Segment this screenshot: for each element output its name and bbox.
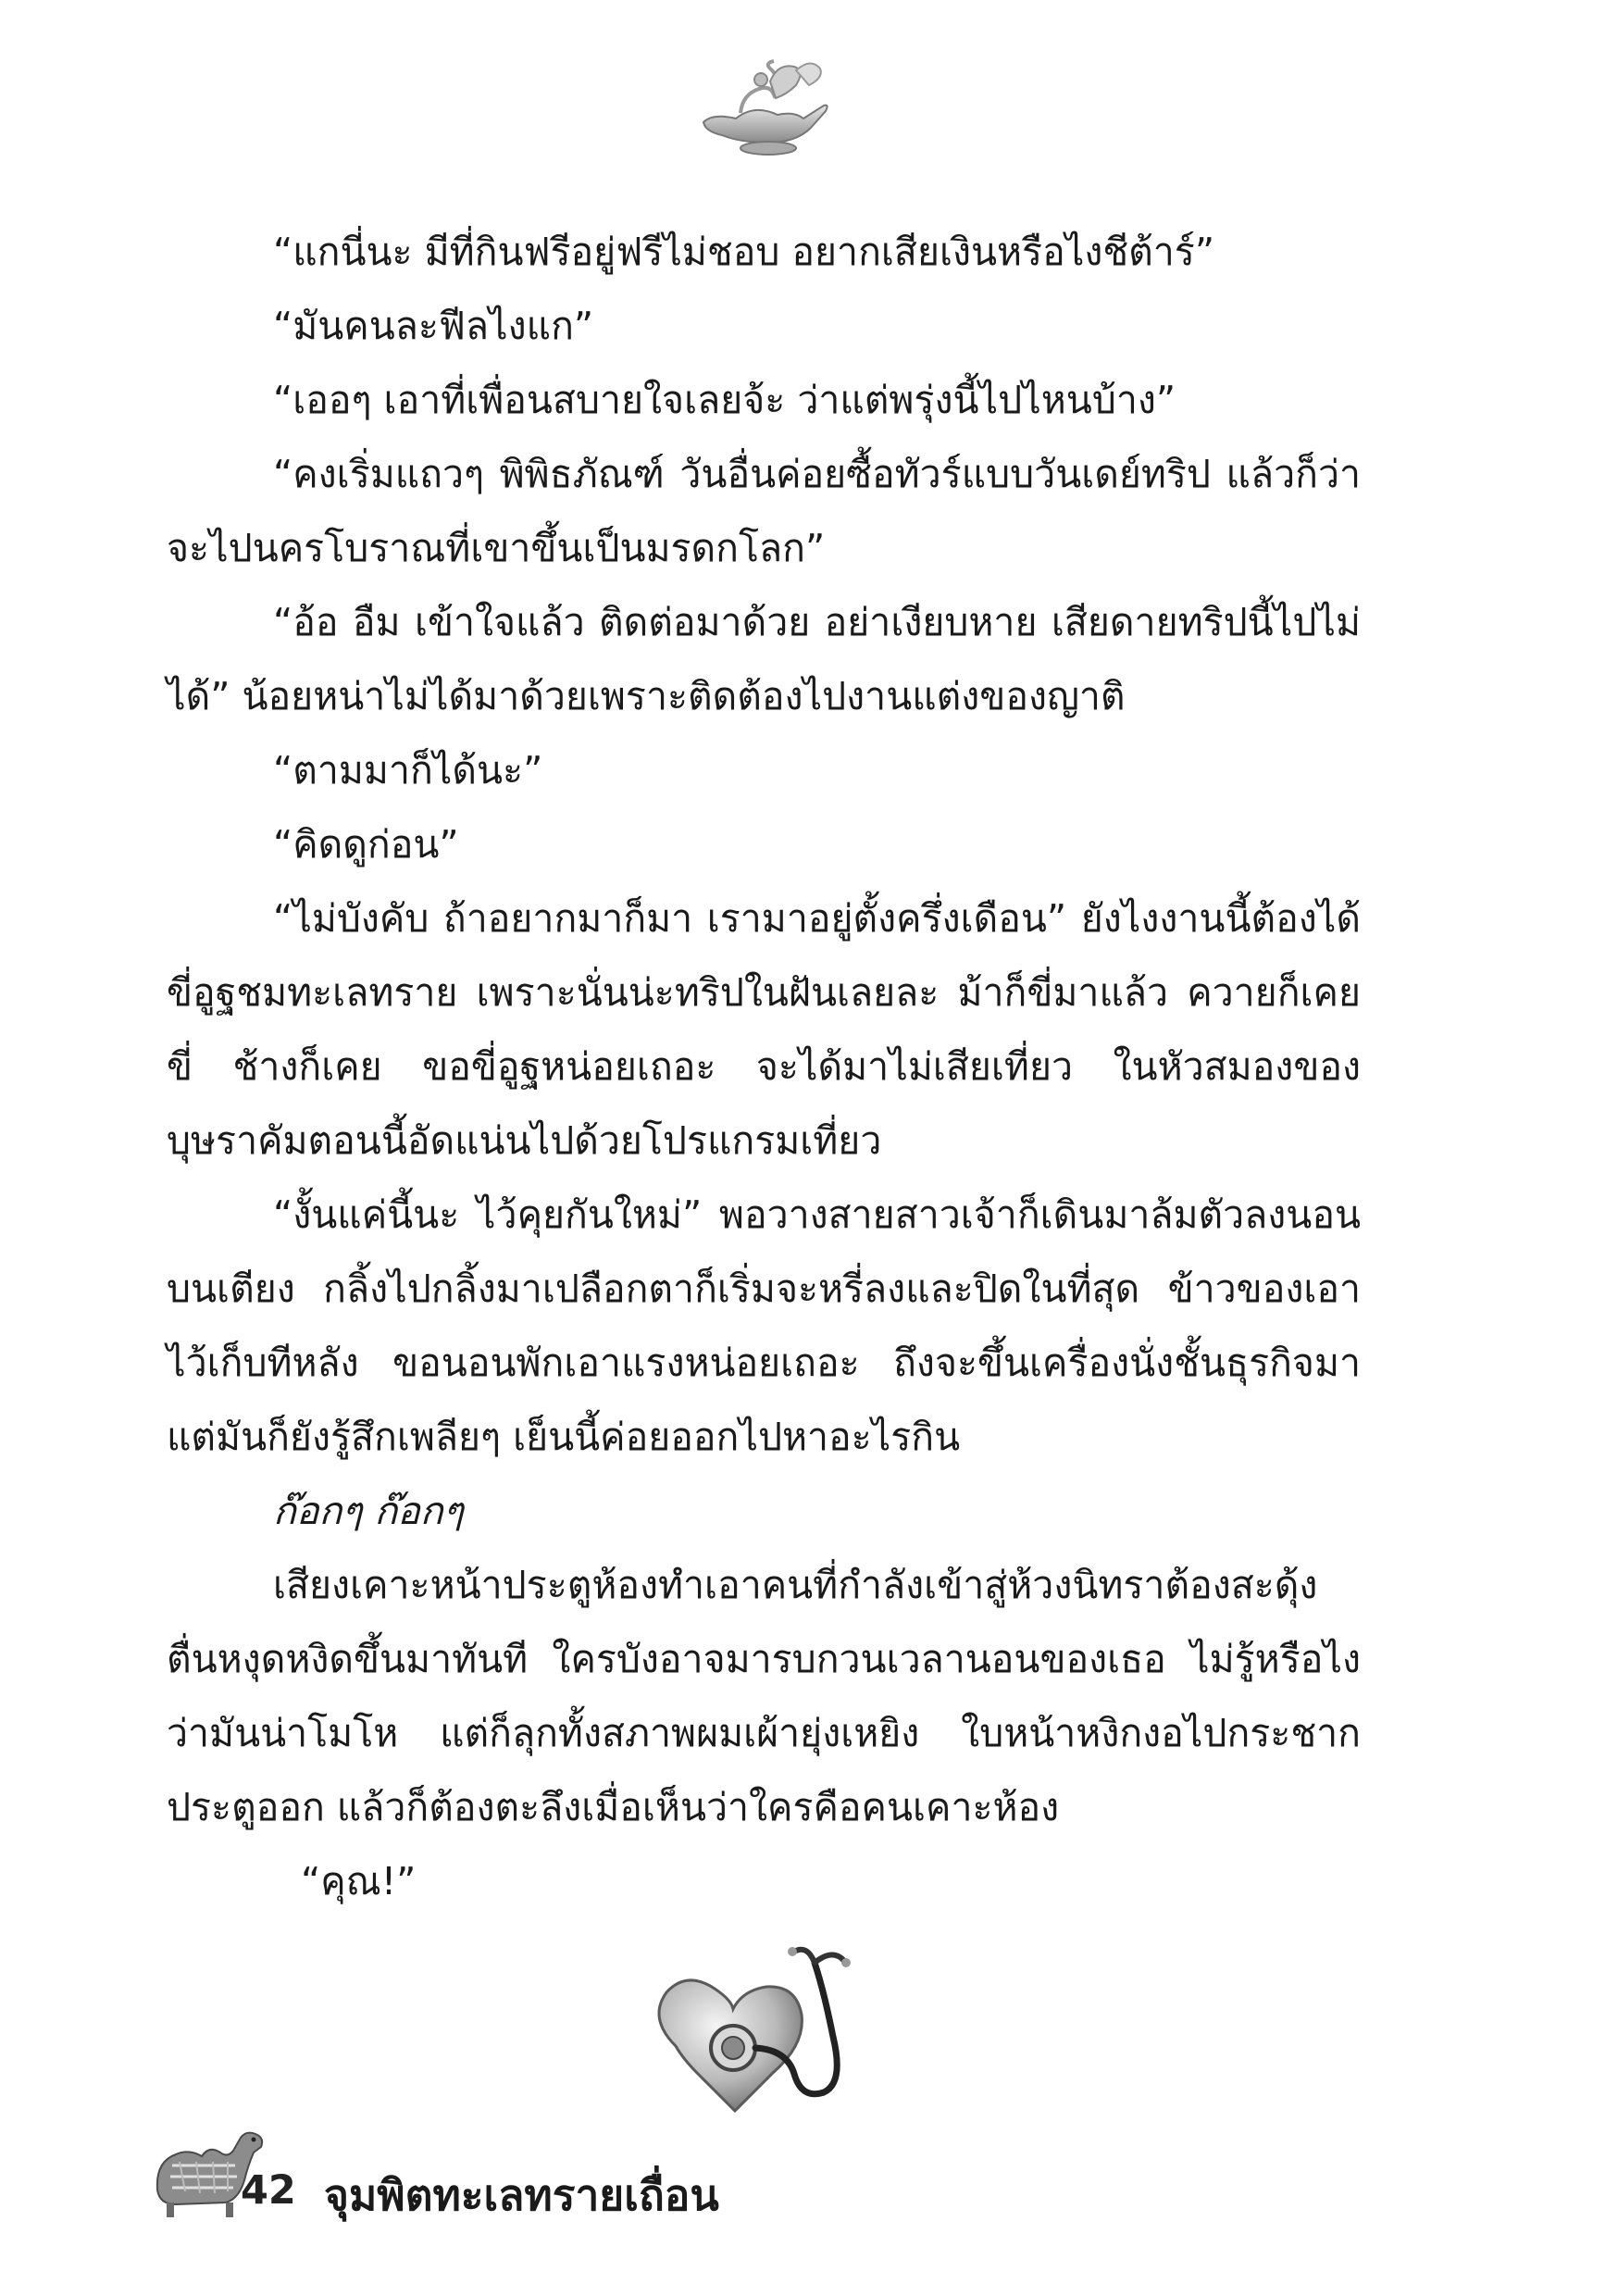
paragraph: เสียงเคาะหน้าประตูห้องทำเอาคนที่กำลังเข้าสู่ห้วงนิทราต้องสะดุ้งตื่นหงุดหงิดขึ้นมาทันที ใครบังอาจมารบกวนเวลานอนของเธอ ไม่รู้หรือไงว่ามันน่าโมโห แต่ก็ลุกทั้งสภาพผมเผ้ายุ่งเหยิง ใบหน้าหงิกงอไปกระชากประตูออก แล้วก็ต้องตะลึงเมื่อเห็นว่าใครคือคนเคาะห้อง — [167, 1563, 1361, 1829]
paragraph: “มันคนละฟีลไงแก” — [273, 304, 594, 348]
genie-lamp-icon — [685, 57, 842, 164]
paragraph: “เออๆ เอาที่เพื่อนสบายใจเลยจ้ะ ว่าแต่พรุ่งนี้ไปไหนบ้าง” — [273, 378, 1176, 422]
paragraph: “อ้อ อืม เข้าใจแล้ว ติดต่อมาด้วย อย่าเงียบหาย เสียดายทริปนี้ไปไม่ได้” น้อยหน่าไม่ได้มาด้วยเพราะติดต้องไปงานแต่งของญาติ — [167, 600, 1361, 718]
paragraph: “แกนี่นะ มีที่กินฟรีอยู่ฟรีไม่ชอบ อยากเสียเงินหรือไงชีต้าร์” — [273, 230, 1215, 274]
heart-stethoscope-icon — [639, 1935, 870, 2139]
sound-effect-paragraph: ก๊อกๆ ก๊อกๆ — [273, 1489, 464, 1533]
paragraph: “งั้นแค่นี้นะ ไว้คุยกันใหม่” พอวางสายสาวเจ้าก็เดินมาล้มตัวลงนอนบนเตียง กลิ้งไปกลิ้งมาเปลือกตาก็เริ่มจะหรี่ลงและปิดในที่สุด ข้าวของเอาไว้เก็บทีหลัง ขอนอนพักเอาแรงหน่อยเถอะ ถึงจะขึ้นเครื่องนั่งชั้นธุรกิจมาแต่มันก็ยังรู้สึกเพลียๆ เย็นนี้ค่อยออกไปหาอะไรกิน — [167, 1192, 1361, 1459]
paragraph: “ไม่บังคับ ถ้าอยากมาก็มา เรามาอยู่ตั้งครึ่งเดือน” ยังไงงานนี้ต้องได้ขี่อูฐชมทะเลทราย เพราะนั่นน่ะทริปในฝันเลยละ ม้าก็ขี่มาแล้ว ควายก็เคยขี่ ช้างก็เคย ขอขี่อูฐหน่อยเถอะ จะได้มาไม่เสียเที่ยว ในหัวสมองของบุษราคัมตอนนี้อัดแน่นไปด้วยโปรแกรมเที่ยว — [167, 896, 1361, 1163]
paragraph: “คุณ!” — [301, 1859, 417, 1903]
paragraph: “ตามมาก็ได้นะ” — [273, 748, 543, 792]
page-number: 42 — [241, 2167, 296, 2214]
page-footer — [148, 2125, 981, 2227]
paragraph: “คิดดูก่อน” — [273, 822, 459, 867]
paragraph: “คงเริ่มแถวๆ พิพิธภัณฑ์ วันอื่นค่อยซื้อทัวร์แบบวันเดย์ทริป แล้วก็ว่าจะไปนครโบราณที่เขาขึ้นเป็นมรดกโลก” — [167, 452, 1361, 570]
book-title: จุมพิตทะเลทรายเถื่อน — [324, 2170, 719, 2220]
story-text — [167, 215, 1361, 1918]
